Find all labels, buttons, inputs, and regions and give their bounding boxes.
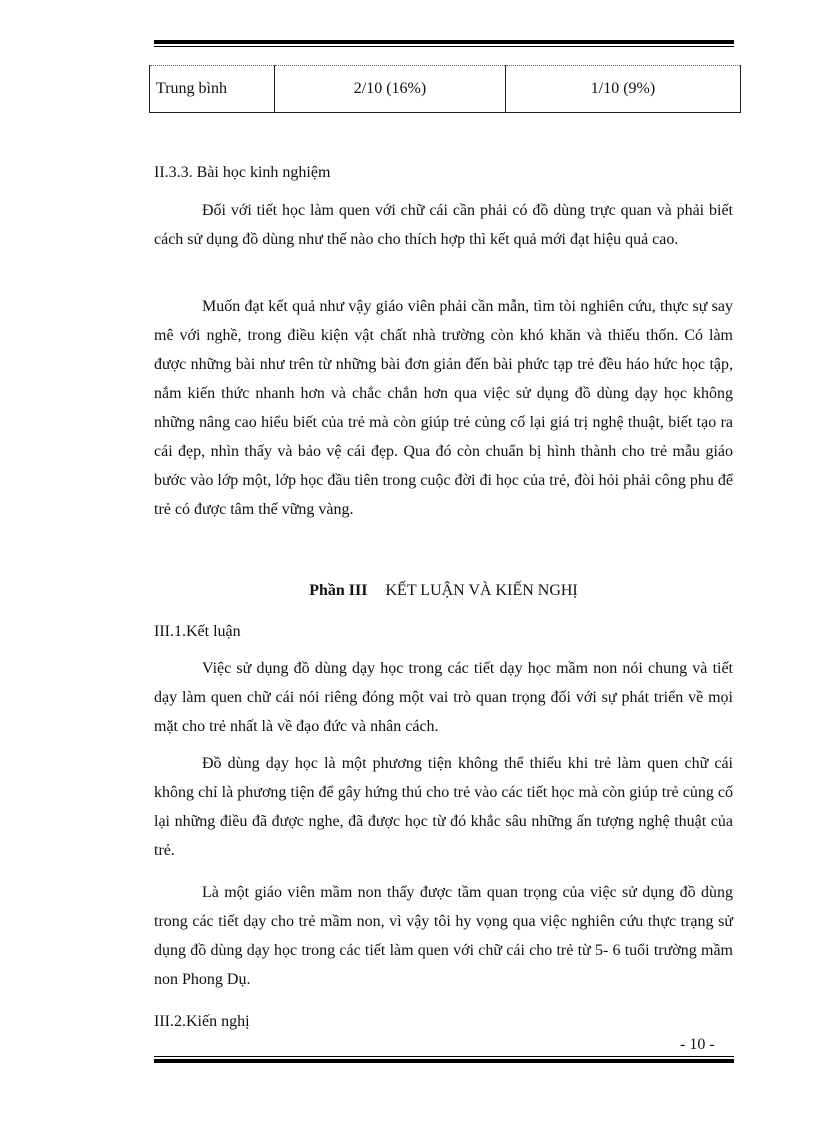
section-heading: III.1.Kết luận: [154, 623, 241, 640]
table-cell: 1/10 (9%): [506, 66, 741, 113]
part-heading: [154, 580, 733, 602]
part-label: Phần III: [309, 582, 368, 599]
results-table: [149, 65, 741, 113]
paragraph: Là một giáo viên mầm non thấy được tầm quan trọng của việc sử dụng đồ dùng trong các tiết dạy cho trẻ mầm non, vì vậy tôi hy vọng qua việc nghiên cứu thực trạng sử dụng đồ dùng dạy học trong các tiết làm quen với chữ cái cho trẻ từ 5- 6 tuổi trường mầm non Phong Dụ.: [154, 884, 733, 988]
section-heading: II.3.3. Bài học kinh nghiệm: [154, 164, 331, 181]
part-title: KẾT LUẬN VÀ KIẾN NGHỊ: [385, 582, 578, 599]
header-rule: [154, 40, 734, 47]
paragraph: Đồ dùng dạy học là một phương tiện không thể thiếu khi trẻ làm quen chữ cái không chỉ là phương tiện để gây hứng thú cho trẻ vào các tiết học mà còn giúp trẻ củng cố lại những điều đã được nghe, đã được học từ đó khắc sâu những ấn tượng nghệ thuật của trẻ.: [154, 755, 733, 859]
paragraph: Muốn đạt kết quả như vậy giáo viên phải cần mẫn, tìm tòi nghiên cứu, thực sự say mê với nghề, trong điều kiện vật chất nhà trường còn khó khăn và thiếu thốn. Có làm được những bài như trên từ những bài đơn giản đến bài phức tạp trẻ đều háo hức học tập, nắm kiến thức nhanh hơn và chắc chắn hơn qua việc sử dụng đồ dùng dạy học không những nâng cao hiểu biết của trẻ mà còn giúp trẻ củng cố lại giá trị nghệ thuật, biết tạo ra cái đẹp, nhìn thấy và bảo vệ cái đẹp. Qua đó còn chuẩn bị hình thành cho trẻ mẫu giáo bước vào lớp một, lớp học đầu tiên trong cuộc đời đi học của trẻ, đòi hỏi phải công phu để trẻ có được tâm thế vững vàng.: [154, 298, 733, 518]
paragraph: Việc sử dụng đồ dùng dạy học trong các tiết dạy học mầm non nói chung và tiết dạy làm quen chữ cái nói riêng đóng một vai trò quan trọng đối với sự phát triển về mọi mặt cho trẻ nhất là về đạo đức và nhân cách.: [154, 660, 733, 735]
footer-rule: [154, 1056, 734, 1063]
table-cell: 2/10 (16%): [275, 66, 506, 113]
section-heading: III.2.Kiến nghị: [154, 1013, 250, 1030]
table-cell: Trung bình: [150, 66, 275, 113]
table-row: [150, 66, 741, 113]
page-number: - 10 -: [680, 1036, 715, 1053]
paragraph: Đối với tiết học làm quen với chữ cái cần phải có đồ dùng trực quan và phải biết cách sử dụng đồ dùng như thế nào cho thích hợp thì kết quả mới đạt hiệu quả cao.: [154, 202, 733, 248]
